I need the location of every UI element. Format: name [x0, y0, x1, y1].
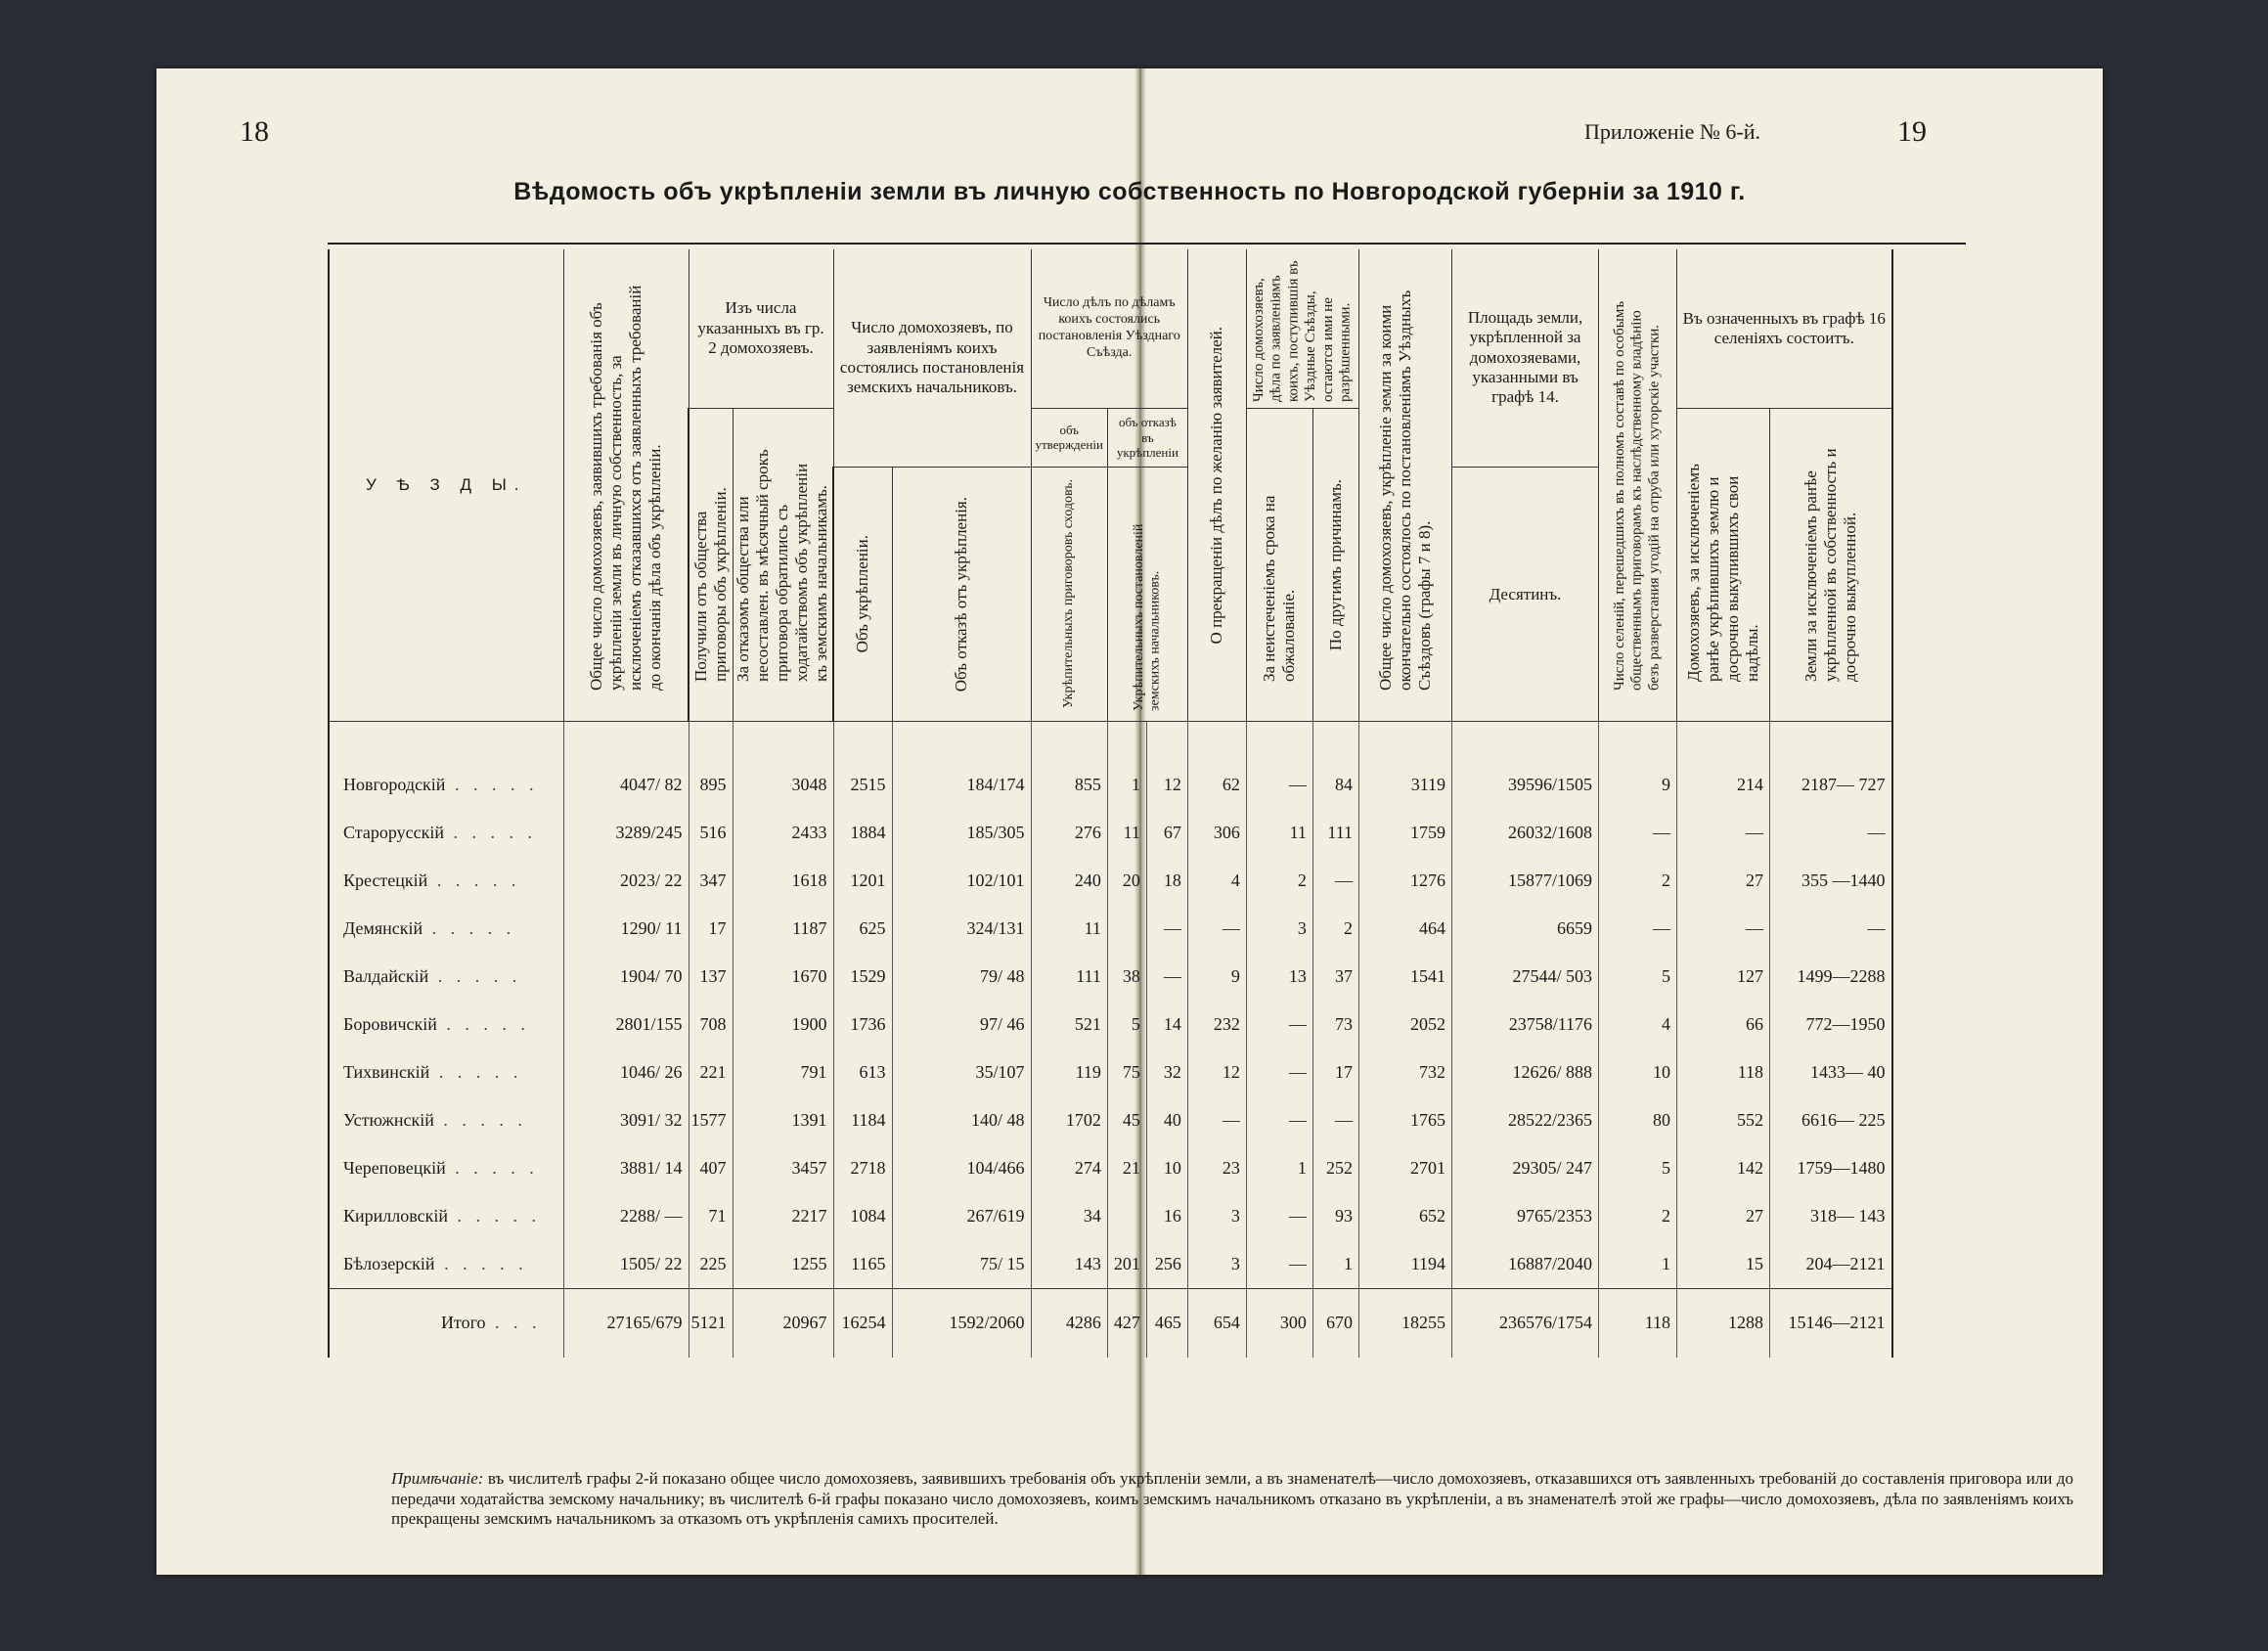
table-row	[329, 1240, 1892, 1289]
cell-c2: 1046/ 26	[563, 1049, 689, 1096]
cell-c12: 93	[1312, 1192, 1358, 1240]
cell-c9: 465	[1146, 1288, 1187, 1358]
table-row	[329, 1144, 1892, 1192]
cell-c16: 27	[1677, 1192, 1770, 1240]
cell-c12: 1	[1312, 1240, 1358, 1289]
uezd-name: Череповецкiй . . . . .	[329, 1144, 563, 1192]
cell-c7: 34	[1031, 1192, 1107, 1240]
cell-c5: 16254	[833, 1288, 892, 1358]
cell-c12: —	[1312, 857, 1358, 905]
cell-c13: 732	[1359, 1049, 1452, 1096]
cell-c10: 12	[1187, 1049, 1246, 1096]
cell-c13: 464	[1359, 905, 1452, 953]
uezd-name: Тихвинскiй . . . . .	[329, 1049, 563, 1096]
cell-c5: 2515	[833, 721, 892, 809]
page-title: Вѣдомость объ укрѣпленiи земли въ личную собственность по Новгородской губернiи за 1910 г.	[513, 178, 1746, 205]
cell-c4: 20967	[733, 1288, 833, 1358]
cell-c11: 300	[1246, 1288, 1312, 1358]
cell-c14: 29305/ 247	[1452, 1144, 1599, 1192]
cell-c5: 1529	[833, 953, 892, 1001]
cell-c16: 214	[1677, 721, 1770, 809]
header-col-total: Общее число домохозяевъ, заявившихъ требованiя объ укрѣпленiи земли въ личную собственность, за исключенiемъ отказавшихся отъ заявленныхъ требованiй до окончанiя дѣла объ укрѣпленiи.	[563, 249, 689, 721]
cell-c5: 625	[833, 905, 892, 953]
cell-c2: 1290/ 11	[563, 905, 689, 953]
cell-c6: 79/ 48	[892, 953, 1031, 1001]
cell-c4: 1187	[733, 905, 833, 953]
cell-c10: 23	[1187, 1144, 1246, 1192]
header-col-neistech: За неистеченiемъ срока на обжалованiе.	[1246, 409, 1312, 722]
cell-c6: 324/131	[892, 905, 1031, 953]
cell-c5: 1084	[833, 1192, 892, 1240]
cell-c15: 4	[1599, 1001, 1677, 1049]
cell-c14: 39596/1505	[1452, 721, 1599, 809]
cell-c14: 27544/ 503	[1452, 953, 1599, 1001]
cell-c8	[1107, 1192, 1146, 1240]
cell-c6: 185/305	[892, 809, 1031, 857]
cell-c2: 3091/ 32	[563, 1096, 689, 1144]
cell-c17: —	[1770, 809, 1892, 857]
cell-c4: 1255	[733, 1240, 833, 1289]
cell-c3: 708	[689, 1001, 733, 1049]
cell-c6: 267/619	[892, 1192, 1031, 1240]
header-col-desyatin: Десятинъ.	[1452, 467, 1599, 721]
cell-c2: 2023/ 22	[563, 857, 689, 905]
uezd-name: Валдайскiй . . . . .	[329, 953, 563, 1001]
cell-c15: —	[1599, 905, 1677, 953]
cell-c13: 1276	[1359, 857, 1452, 905]
header-col-refused: За отказомъ общества или несоставлен. въ мѣсячный срокъ приговора обратились съ ходатайствомъ объ укрѣпленiи къ земскимъ начальникамъ.	[733, 409, 833, 722]
cell-c11: —	[1246, 1096, 1312, 1144]
table-row	[329, 905, 1892, 953]
cell-c11: 2	[1246, 857, 1312, 905]
cell-c17: 772—1950	[1770, 1001, 1892, 1049]
cell-c3: 407	[689, 1144, 733, 1192]
running-head: Приложенiе № 6-й.	[1584, 119, 1761, 144]
cell-c6: 184/174	[892, 721, 1031, 809]
cell-c17: —	[1770, 905, 1892, 953]
cell-c10: 4	[1187, 857, 1246, 905]
cell-c8: 5	[1107, 1001, 1146, 1049]
cell-c8: 201	[1107, 1240, 1146, 1289]
cell-c13: 1541	[1359, 953, 1452, 1001]
cell-c15: 5	[1599, 1144, 1677, 1192]
table-row	[329, 809, 1892, 857]
cell-c7: 143	[1031, 1240, 1107, 1289]
cell-c16: 552	[1677, 1096, 1770, 1144]
cell-c4: 1391	[733, 1096, 833, 1144]
cell-c15: 2	[1599, 857, 1677, 905]
cell-c6: 75/ 15	[892, 1240, 1031, 1289]
cell-c15: 2	[1599, 1192, 1677, 1240]
cell-c11: 1	[1246, 1144, 1312, 1192]
cell-c7: 111	[1031, 953, 1107, 1001]
cell-c4: 3048	[733, 721, 833, 809]
cell-c4: 1900	[733, 1001, 833, 1049]
cell-c4: 1670	[733, 953, 833, 1001]
cell-c6: 140/ 48	[892, 1096, 1031, 1144]
cell-c10: 306	[1187, 809, 1246, 857]
header-group-gr16: Въ означенныхъ въ графѣ 16 селенiяхъ состоитъ.	[1677, 249, 1892, 409]
cell-c9: —	[1146, 953, 1187, 1001]
right-page-number: 19	[1897, 115, 1927, 148]
cell-c2: 1904/ 70	[563, 953, 689, 1001]
cell-c10: 9	[1187, 953, 1246, 1001]
cell-c6: 97/ 46	[892, 1001, 1031, 1049]
cell-c16: 27	[1677, 857, 1770, 905]
cell-c15: 1	[1599, 1240, 1677, 1289]
cell-c9: 18	[1146, 857, 1187, 905]
footnote-text: въ числителѣ графы 2-й показано общее число домохозяевъ, заявившихъ требованiя объ укрѣпленiи земли, а въ знаменателѣ—число домохозяевъ, отказавшихся отъ заявленныхъ требованiй до составленiя приговора или до передачи ходатайства земскому начальнику; въ числителѣ 6-й графы показано число домохозяевъ, коимъ земскимъ начальникомъ отказано въ укрѣпленiи, а въ знаменателѣ этой же графы—число домохозяевъ, дѣла по заявленiямъ коихъ прекращены земскимъ начальникомъ за отказомъ отъ укрѣпленiя самихъ просителей.	[391, 1469, 2074, 1529]
cell-c15: 10	[1599, 1049, 1677, 1096]
cell-c12: 111	[1312, 809, 1358, 857]
table-row	[329, 1096, 1892, 1144]
cell-c6: 1592/2060	[892, 1288, 1031, 1358]
cell-c10: —	[1187, 1096, 1246, 1144]
uezd-name: Кирилловскiй . . . . .	[329, 1192, 563, 1240]
cell-c17: 6616— 225	[1770, 1096, 1892, 1144]
cell-c8: 45	[1107, 1096, 1146, 1144]
cell-c16: 142	[1677, 1144, 1770, 1192]
left-page-number: 18	[240, 115, 269, 148]
header-col-ob-ukr: Объ укрѣпленiи.	[833, 467, 892, 721]
cell-c8: 38	[1107, 953, 1146, 1001]
cell-c2: 4047/ 82	[563, 721, 689, 809]
table-row	[329, 953, 1892, 1001]
cell-c13: 1759	[1359, 809, 1452, 857]
cell-c3: 895	[689, 721, 733, 809]
cell-c6: 102/101	[892, 857, 1031, 905]
cell-c17: 1499—2288	[1770, 953, 1892, 1001]
total-row	[329, 1288, 1892, 1358]
cell-c13: 652	[1359, 1192, 1452, 1240]
header-uezdy: У Ѣ З Д Ы.	[329, 249, 563, 721]
cell-c3: 5121	[689, 1288, 733, 1358]
cell-c7: 274	[1031, 1144, 1107, 1192]
cell-c15: 118	[1599, 1288, 1677, 1358]
footnote	[391, 1469, 2073, 1530]
uezd-name: Бѣлозерскiй . . . . .	[329, 1240, 563, 1289]
cell-c4: 1618	[733, 857, 833, 905]
cell-c7: 521	[1031, 1001, 1107, 1049]
cell-c3: 225	[689, 1240, 733, 1289]
cell-c17: 1433— 40	[1770, 1049, 1892, 1096]
cell-c3: 1577	[689, 1096, 733, 1144]
table-row	[329, 721, 1892, 809]
cell-c13: 3119	[1359, 721, 1452, 809]
cell-c6: 35/107	[892, 1049, 1031, 1096]
cell-c5: 1736	[833, 1001, 892, 1049]
cell-c7: 1702	[1031, 1096, 1107, 1144]
cell-c16: 1288	[1677, 1288, 1770, 1358]
cell-c2: 27165/679	[563, 1288, 689, 1358]
cell-c5: 2718	[833, 1144, 892, 1192]
cell-c5: 613	[833, 1049, 892, 1096]
cell-c9: 67	[1146, 809, 1187, 857]
cell-c13: 1765	[1359, 1096, 1452, 1144]
cell-c9: 10	[1146, 1144, 1187, 1192]
footnote-label: Примѣчанiе:	[391, 1469, 484, 1488]
table-row	[329, 857, 1892, 905]
cell-c16: —	[1677, 809, 1770, 857]
cell-c14: 26032/1608	[1452, 809, 1599, 857]
cell-c7: 855	[1031, 721, 1107, 809]
cell-c16: 127	[1677, 953, 1770, 1001]
cell-c4: 2433	[733, 809, 833, 857]
header-group-sezd: Число дѣлъ по дѣламъ коихъ состоялись постановленiя Уѣзднаго Съѣзда.	[1031, 249, 1187, 409]
cell-c14: 15877/1069	[1452, 857, 1599, 905]
header-col-ob-otkaze: Объ отказѣ отъ укрѣпленiя.	[892, 467, 1031, 721]
table-row	[329, 1001, 1892, 1049]
cell-c11: 11	[1246, 809, 1312, 857]
header-group-sezd-sub1: объ утвержденiи	[1031, 409, 1107, 468]
cell-c11: —	[1246, 1049, 1312, 1096]
cell-c9: 40	[1146, 1096, 1187, 1144]
cell-c15: —	[1599, 809, 1677, 857]
cell-c15: 9	[1599, 721, 1677, 809]
cell-c16: 15	[1677, 1240, 1770, 1289]
cell-c17: 15146—2121	[1770, 1288, 1892, 1358]
statistics-table	[328, 249, 1893, 1358]
cell-c8: 20	[1107, 857, 1146, 905]
cell-c3: 17	[689, 905, 733, 953]
cell-c12: 84	[1312, 721, 1358, 809]
cell-c8: 1	[1107, 721, 1146, 809]
cell-c9: 16	[1146, 1192, 1187, 1240]
table-row	[329, 1049, 1892, 1096]
cell-c2: 3289/245	[563, 809, 689, 857]
cell-c11: —	[1246, 721, 1312, 809]
cell-c2: 3881/ 14	[563, 1144, 689, 1192]
cell-c7: 119	[1031, 1049, 1107, 1096]
cell-c9: 14	[1146, 1001, 1187, 1049]
cell-c9: 256	[1146, 1240, 1187, 1289]
header-group-zemskie: Число домохозяевъ, по заявленiямъ коихъ состоялись постановленiя земскихъ начальниковъ.	[833, 249, 1031, 467]
header-col-okonch: Общее число домохозяевъ, укрѣпленiе земли за коими окончательно состоялось по постановленiямъ Уѣздныхъ Съѣздовъ (графы 7 и 8).	[1359, 249, 1452, 721]
cell-c10: 654	[1187, 1288, 1246, 1358]
cell-c16: —	[1677, 905, 1770, 953]
uezd-name: Боровичскiй . . . . .	[329, 1001, 563, 1049]
cell-c8: 11	[1107, 809, 1146, 857]
cell-c17: 2187— 727	[1770, 721, 1892, 809]
book-spread	[156, 68, 2103, 1575]
header-group-ploshch: Площадь земли, укрѣпленной за домохозяевами, указанными въ графѣ 14.	[1452, 249, 1599, 467]
cell-c9: —	[1146, 905, 1187, 953]
cell-c11: —	[1246, 1192, 1312, 1240]
cell-c15: 5	[1599, 953, 1677, 1001]
cell-c11: —	[1246, 1001, 1312, 1049]
cell-c14: 23758/1176	[1452, 1001, 1599, 1049]
cell-c12: 17	[1312, 1049, 1358, 1096]
cell-c3: 516	[689, 809, 733, 857]
cell-c15: 80	[1599, 1096, 1677, 1144]
header-col-sezd-prigovor: Укрѣпительныхъ приговоровъ сходовъ.	[1031, 467, 1107, 721]
cell-c3: 137	[689, 953, 733, 1001]
cell-c17: 1759—1480	[1770, 1144, 1892, 1192]
uezd-name: Старорусскiй . . . . .	[329, 809, 563, 857]
cell-c13: 1194	[1359, 1240, 1452, 1289]
cell-c12: 73	[1312, 1001, 1358, 1049]
cell-c3: 71	[689, 1192, 733, 1240]
cell-c7: 11	[1031, 905, 1107, 953]
cell-c5: 1201	[833, 857, 892, 905]
cell-c6: 104/466	[892, 1144, 1031, 1192]
header-col-prekrashch: О прекращенiи дѣлъ по желанiю заявителей.	[1187, 249, 1246, 721]
cell-c12: 670	[1312, 1288, 1358, 1358]
header-col-sezd-postanovl: Укрѣпительныхъ постановленiй земскихъ начальниковъ.	[1107, 467, 1187, 721]
cell-c14: 6659	[1452, 905, 1599, 953]
cell-c16: 118	[1677, 1049, 1770, 1096]
header-group-nerazr: Число домохозяевъ, дѣла по заявленiямъ коихъ, поступившiя въ Уѣздные Съѣзды, остаются ими не разрѣшенными.	[1246, 249, 1358, 409]
cell-c5: 1165	[833, 1240, 892, 1289]
cell-c11: 3	[1246, 905, 1312, 953]
cell-c7: 240	[1031, 857, 1107, 905]
table-row	[329, 1192, 1892, 1240]
cell-c8: 427	[1107, 1288, 1146, 1358]
cell-c4: 2217	[733, 1192, 833, 1240]
cell-c2: 2288/ —	[563, 1192, 689, 1240]
cell-c5: 1184	[833, 1096, 892, 1144]
cell-c14: 236576/1754	[1452, 1288, 1599, 1358]
cell-c10: 3	[1187, 1192, 1246, 1240]
uezd-name: Новгородскiй . . . . .	[329, 721, 563, 809]
cell-c14: 16887/2040	[1452, 1240, 1599, 1289]
cell-c4: 3457	[733, 1144, 833, 1192]
cell-c7: 276	[1031, 809, 1107, 857]
cell-c8: 75	[1107, 1049, 1146, 1096]
cell-c17: 355 —1440	[1770, 857, 1892, 905]
uezd-name: Крестецкiй . . . . .	[329, 857, 563, 905]
cell-c13: 2052	[1359, 1001, 1452, 1049]
cell-c14: 9765/2353	[1452, 1192, 1599, 1240]
header-col-received: Получили отъ общества приговоры объ укрѣпленiи.	[689, 409, 733, 722]
cell-c12: —	[1312, 1096, 1358, 1144]
cell-c10: 232	[1187, 1001, 1246, 1049]
uezd-name: Итого . . .	[329, 1288, 563, 1358]
cell-c12: 37	[1312, 953, 1358, 1001]
cell-c4: 791	[733, 1049, 833, 1096]
cell-c13: 2701	[1359, 1144, 1452, 1192]
header-group-sezd-sub2: объ отказѣ въ укрѣпленiи	[1107, 409, 1187, 468]
header-col-zemli: Земли за исключенiемъ ранѣе укрѣпленной въ собственность и досрочно выкупленной.	[1770, 409, 1892, 722]
cell-c10: —	[1187, 905, 1246, 953]
cell-c14: 12626/ 888	[1452, 1049, 1599, 1096]
cell-c13: 18255	[1359, 1288, 1452, 1358]
uezd-name: Устюжнскiй . . . . .	[329, 1096, 563, 1144]
cell-c7: 4286	[1031, 1288, 1107, 1358]
cell-c2: 2801/155	[563, 1001, 689, 1049]
cell-c17: 204—2121	[1770, 1240, 1892, 1289]
cell-c10: 3	[1187, 1240, 1246, 1289]
title-rule	[328, 243, 1966, 245]
cell-c9: 12	[1146, 721, 1187, 809]
cell-c5: 1884	[833, 809, 892, 857]
cell-c3: 347	[689, 857, 733, 905]
header-col-drugim: По другимъ причинамъ.	[1312, 409, 1358, 722]
cell-c14: 28522/2365	[1452, 1096, 1599, 1144]
cell-c17: 318— 143	[1770, 1192, 1892, 1240]
cell-c16: 66	[1677, 1001, 1770, 1049]
cell-c11: 13	[1246, 953, 1312, 1001]
cell-c3: 221	[689, 1049, 733, 1096]
uezd-name: Демянскiй . . . . .	[329, 905, 563, 953]
cell-c10: 62	[1187, 721, 1246, 809]
cell-c8	[1107, 905, 1146, 953]
cell-c8: 21	[1107, 1144, 1146, 1192]
header-group-gr2: Изъ числа указанныхъ въ гр. 2 домохозяевъ.	[689, 249, 833, 409]
cell-c9: 32	[1146, 1049, 1187, 1096]
cell-c12: 252	[1312, 1144, 1358, 1192]
header-col-selenii: Число селенiй, перешедшихъ въ полномъ составѣ по особымъ общественнымъ приговорамъ къ наслѣдственному владѣнiю безъ разверстания угодiй на отруба или хуторскiе участки.	[1599, 249, 1677, 721]
cell-c12: 2	[1312, 905, 1358, 953]
header-col-domohoz: Домохозяевъ, за исключенiемъ ранѣе укрѣпившихъ землю и досрочно выкупившихъ свои надѣлы.	[1677, 409, 1770, 722]
cell-c2: 1505/ 22	[563, 1240, 689, 1289]
cell-c11: —	[1246, 1240, 1312, 1289]
